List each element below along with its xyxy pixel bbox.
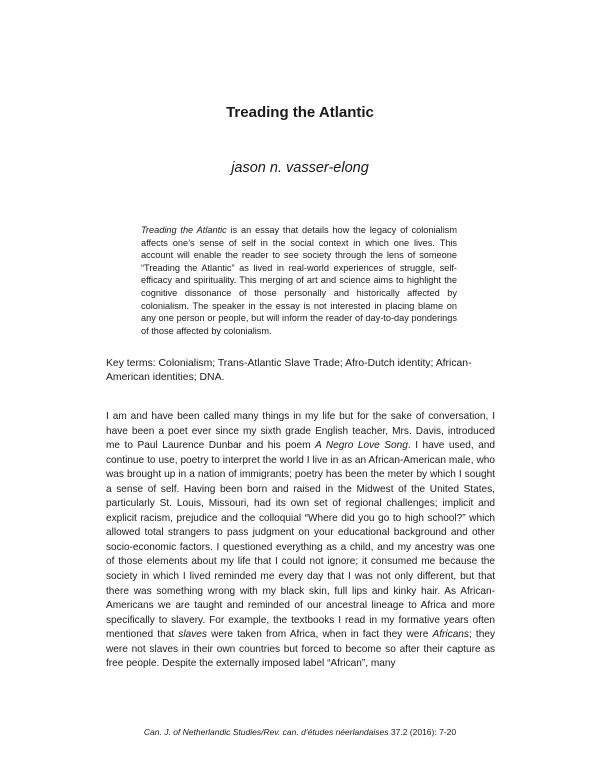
body-text-part-3: were taken from Africa, when in fact they were	[206, 629, 433, 641]
emphasis-africans: Africans	[432, 629, 469, 641]
abstract-lead-title: Treading the Atlantic	[141, 225, 227, 235]
body-paragraph	[106, 410, 495, 672]
journal-citation-footer	[0, 727, 600, 737]
poem-title: A Negro Love Song	[315, 440, 408, 452]
body-text-part-2: . I have used, and continue to use, poetry to interpret the world I live in as an African-American male, who was brought up in a nation of immigrants; poetry has been the meter by which I sought a sense of self. Having been born and raised in the Midwest of the United States, particularly St. Louis, Missouri, had its own set of regional challenges; implicit and explicit racism, prejudice and the colloquial “Where did you go to high school?” which allowed total strangers to pass judgment on your educational background and other socio-economic factors. I questioned everything as a child, and my ancestry was one of those elements about my life that I could not ignore; it consumed me because the society in which I lived reminded me every day that I was not only different, but that there was something wrong with my black skin, full lips and kinky hair. As African-Americans we are taught and reminded of our ancestral lineage to Africa and more specifically to slavery. For example, the textbooks I read in my formative years often mentioned that	[106, 440, 495, 641]
emphasis-slaves: slaves	[178, 629, 207, 641]
key-terms: Key terms: Colonialism; Trans-Atlantic Slave Trade; Afro-Dutch identity; African-American identities; DNA.	[106, 358, 472, 383]
body-text-part-1: I am and have been called many things in my life but for the sake of conversation, I have been a poet ever since my sixth grade English teacher, Mrs. Davis, introduced me to Paul Laurence Dunbar and his poem	[106, 411, 495, 452]
abstract-text: is an essay that details how the legacy of colonialism affects one’s sense of self in the social context in which one lives. This account will enable the reader to see society through the lens of someone “Treading the Atlantic” as lived in real-world experiences of struggle, self-efficacy and spirituality. This merging of art and science aims to highlight the cognitive dissonance of those personally and historically affected by colonialism. The speaker in the essay is not interested in placing blame on any one person or people, but will inform the reader of day-to-day ponderings of those affected by colonialism.	[141, 225, 457, 336]
abstract	[141, 224, 457, 337]
citation-details: 37.2 (2016): 7-20	[388, 727, 457, 737]
article-title: Treading the Atlantic	[226, 104, 374, 121]
body-text-part-4: ; they were not slaves in their own countries but forced to become so after their capture as free people. Despite the externally imposed label “African”, many	[106, 629, 496, 670]
journal-name: Can. J. of Netherlandic Studies/Rev. can. d’études néerlandaises	[143, 727, 389, 737]
author-name: jason n. vasser-elong	[231, 160, 369, 176]
